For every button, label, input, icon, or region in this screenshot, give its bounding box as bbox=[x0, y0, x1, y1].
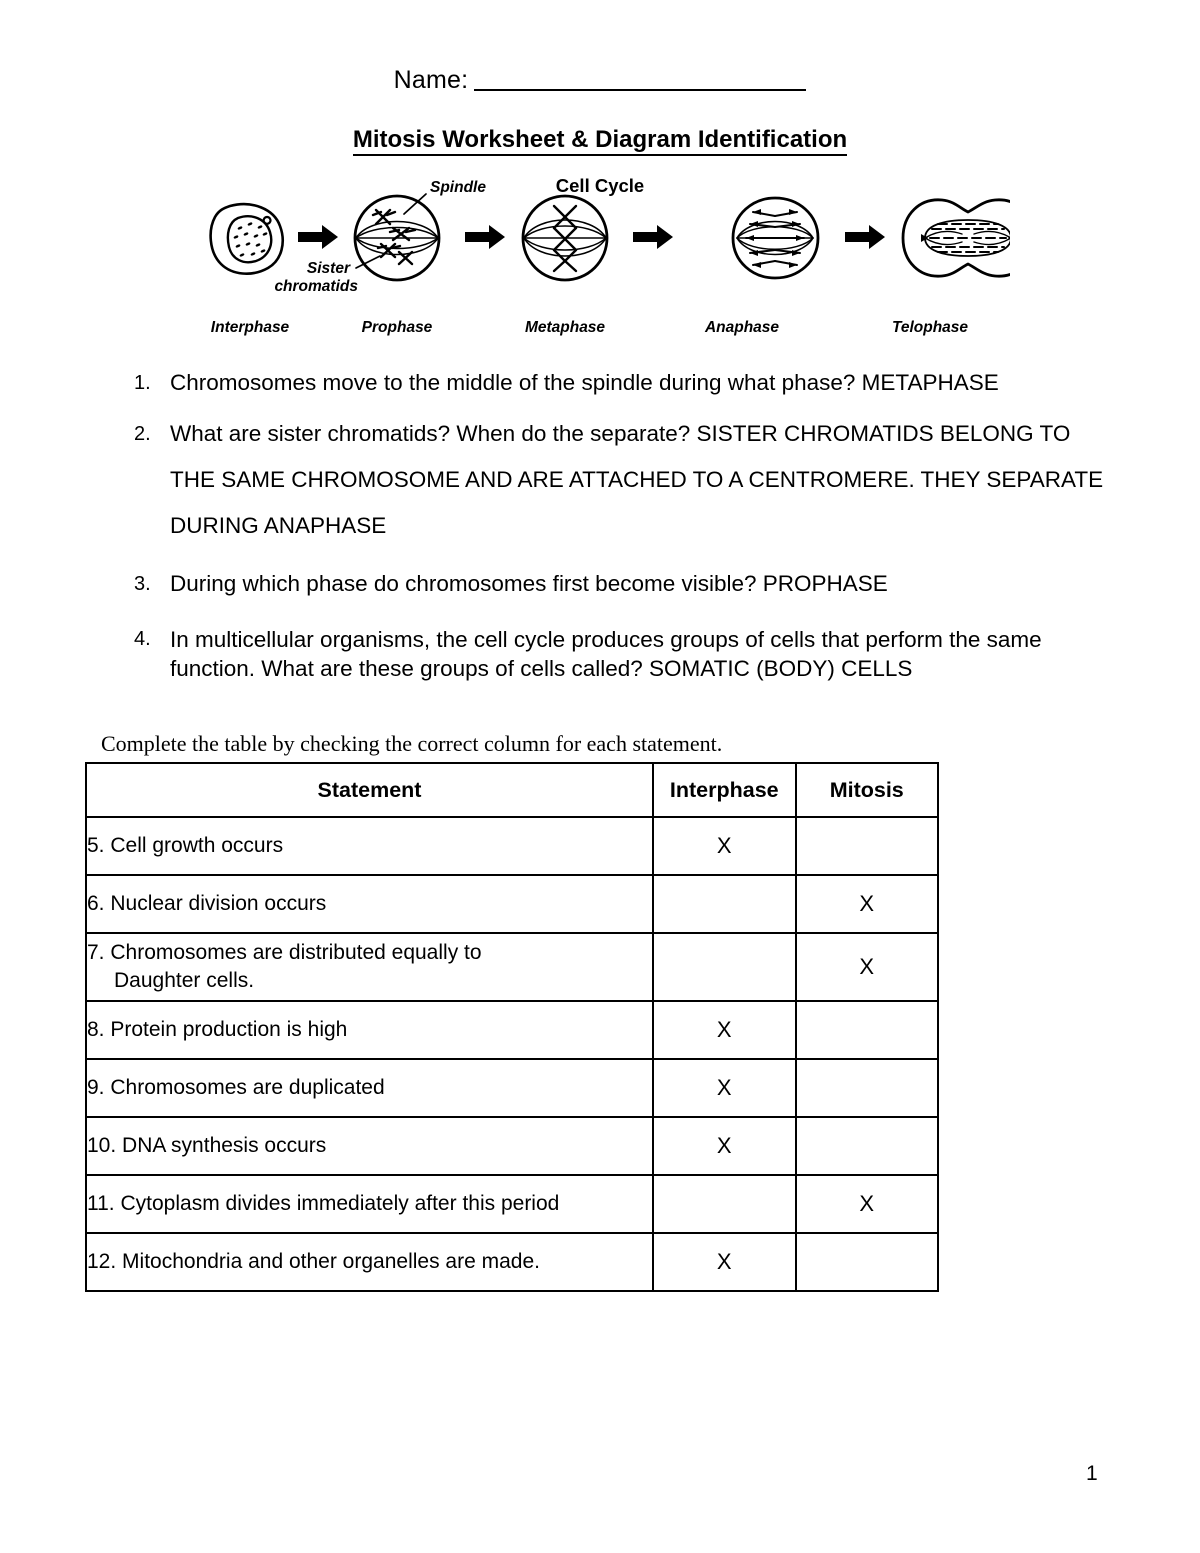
anaphase-cell-diagram bbox=[733, 198, 818, 278]
phase-label-metaphase: Metaphase bbox=[524, 319, 606, 336]
interphase-cell-diagram bbox=[211, 204, 283, 274]
row-statement-text: Mitochondria and other organelles are made. bbox=[122, 1250, 540, 1273]
telophase-cell-diagram bbox=[903, 200, 1010, 276]
row-number: 5. bbox=[87, 834, 105, 857]
statement-cell bbox=[86, 875, 653, 933]
statement-cell bbox=[86, 933, 653, 1001]
page-title-text: Mitosis Worksheet & Diagram Identification bbox=[353, 126, 847, 156]
statement-table-wrapper bbox=[85, 762, 937, 1292]
statement-cell bbox=[86, 1175, 653, 1233]
row-number: 8. bbox=[87, 1018, 105, 1041]
row-number: 10. bbox=[87, 1134, 117, 1157]
phase-label-prophase: Prophase bbox=[361, 319, 433, 336]
arrow-metaphase-to-anaphase bbox=[633, 225, 673, 249]
question-item-1 bbox=[118, 360, 1108, 406]
interphase-mark-cell[interactable]: X bbox=[653, 1059, 796, 1117]
row-statement-text: Protein production is high bbox=[110, 1018, 348, 1041]
row-number: 7. bbox=[87, 941, 105, 964]
question-item-3 bbox=[118, 561, 1108, 607]
statement-cell bbox=[86, 1117, 653, 1175]
mitosis-mark-cell[interactable] bbox=[796, 1001, 939, 1059]
row-statement-text: Chromosomes are distributed equally to bbox=[110, 941, 482, 964]
table-row bbox=[86, 1233, 938, 1291]
sister-chromatids-label-line2: chromatids bbox=[274, 278, 358, 295]
table-row bbox=[86, 1001, 938, 1059]
column-header-interphase: Interphase bbox=[653, 763, 796, 817]
question-item-4 bbox=[118, 625, 1108, 683]
question-number-4: 4. bbox=[134, 628, 151, 650]
interphase-mark-cell[interactable] bbox=[653, 933, 796, 1001]
sister-chromatids-label-line1: Sister bbox=[306, 260, 350, 277]
row-statement-text: Cell growth occurs bbox=[110, 834, 284, 857]
row-number: 11. bbox=[87, 1192, 115, 1215]
arrow-prophase-to-metaphase bbox=[465, 225, 505, 249]
question-text-3: During which phase do chromosomes first become visible? PROPHASE bbox=[170, 571, 888, 596]
table-header-row bbox=[86, 763, 938, 817]
table-row bbox=[86, 875, 938, 933]
interphase-mark-cell[interactable]: X bbox=[653, 1233, 796, 1291]
phase-label-telophase: Telophase bbox=[891, 319, 969, 336]
table-row bbox=[86, 1175, 938, 1233]
question-text-4: In multicellular organisms, the cell cycle produces groups of cells that perform the same function. What are these groups of cells called? SOMATIC (BODY) CELLS bbox=[170, 627, 1042, 681]
name-field-row bbox=[0, 66, 1200, 95]
spindle-label: Spindle bbox=[430, 179, 486, 196]
question-item-2 bbox=[118, 411, 1108, 549]
mitosis-mark-cell[interactable]: X bbox=[796, 1175, 939, 1233]
row-statement-text: Nuclear division occurs bbox=[110, 892, 327, 915]
table-row bbox=[86, 933, 938, 1001]
arrow-interphase-to-prophase bbox=[298, 225, 338, 249]
column-header-mitosis: Mitosis bbox=[796, 763, 939, 817]
question-number-3: 3. bbox=[134, 573, 151, 595]
row-number: 6. bbox=[87, 892, 105, 915]
metaphase-cell-diagram bbox=[523, 196, 607, 280]
interphase-mark-cell[interactable] bbox=[653, 875, 796, 933]
figure-title: Cell Cycle bbox=[555, 175, 645, 196]
statement-table bbox=[85, 762, 939, 1292]
prophase-cell-diagram bbox=[355, 194, 439, 280]
row-statement-text: Chromosomes are duplicated bbox=[110, 1076, 385, 1099]
mitosis-mark-cell[interactable]: X bbox=[796, 933, 939, 1001]
page-title bbox=[0, 126, 1200, 154]
interphase-mark-cell[interactable]: X bbox=[653, 1001, 796, 1059]
interphase-mark-cell[interactable] bbox=[653, 1175, 796, 1233]
mitosis-mark-cell[interactable] bbox=[796, 817, 939, 875]
table-row bbox=[86, 1059, 938, 1117]
mitosis-mark-cell[interactable] bbox=[796, 1233, 939, 1291]
table-row bbox=[86, 817, 938, 875]
statement-cell bbox=[86, 1059, 653, 1117]
row-statement-text: DNA synthesis occurs bbox=[122, 1134, 327, 1157]
row-number: 12. bbox=[87, 1250, 117, 1273]
question-number-2: 2. bbox=[134, 423, 151, 445]
arrow-anaphase-to-telophase bbox=[845, 225, 885, 249]
questions-list bbox=[118, 360, 1108, 683]
row-statement-text-line2: Daughter cells. bbox=[114, 969, 255, 992]
statement-cell bbox=[86, 1001, 653, 1059]
phase-label-interphase: Interphase bbox=[210, 319, 290, 336]
question-text-1: Chromosomes move to the middle of the spindle during what phase? METAPHASE bbox=[170, 370, 999, 395]
page-number: 1 bbox=[1086, 1462, 1098, 1485]
question-text-2: What are sister chromatids? When do the separate? SISTER CHROMATIDS BELONG TO THE SAME CHROMOSOME AND ARE ATTACHED TO A CENTROMERE. THEY SEPARATE DURING ANAPHASE bbox=[170, 421, 1104, 538]
row-statement-text: Cytoplasm divides immediately after this period bbox=[120, 1192, 560, 1215]
mitosis-mark-cell[interactable] bbox=[796, 1059, 939, 1117]
cell-cycle-figure bbox=[190, 172, 1010, 344]
statement-cell bbox=[86, 817, 653, 875]
phase-label-anaphase: Anaphase bbox=[704, 319, 780, 336]
column-header-statement: Statement bbox=[86, 763, 653, 817]
statement-cell bbox=[86, 1233, 653, 1291]
mitosis-mark-cell[interactable] bbox=[796, 1117, 939, 1175]
table-instruction: Complete the table by checking the correct column for each statement. bbox=[101, 731, 723, 756]
question-number-1: 1. bbox=[134, 372, 151, 394]
name-label: Name: bbox=[393, 66, 469, 94]
table-row bbox=[86, 1117, 938, 1175]
interphase-mark-cell[interactable]: X bbox=[653, 817, 796, 875]
interphase-mark-cell[interactable]: X bbox=[653, 1117, 796, 1175]
mitosis-mark-cell[interactable]: X bbox=[796, 875, 939, 933]
row-number: 9. bbox=[87, 1076, 105, 1099]
name-blank-line[interactable] bbox=[474, 69, 806, 91]
